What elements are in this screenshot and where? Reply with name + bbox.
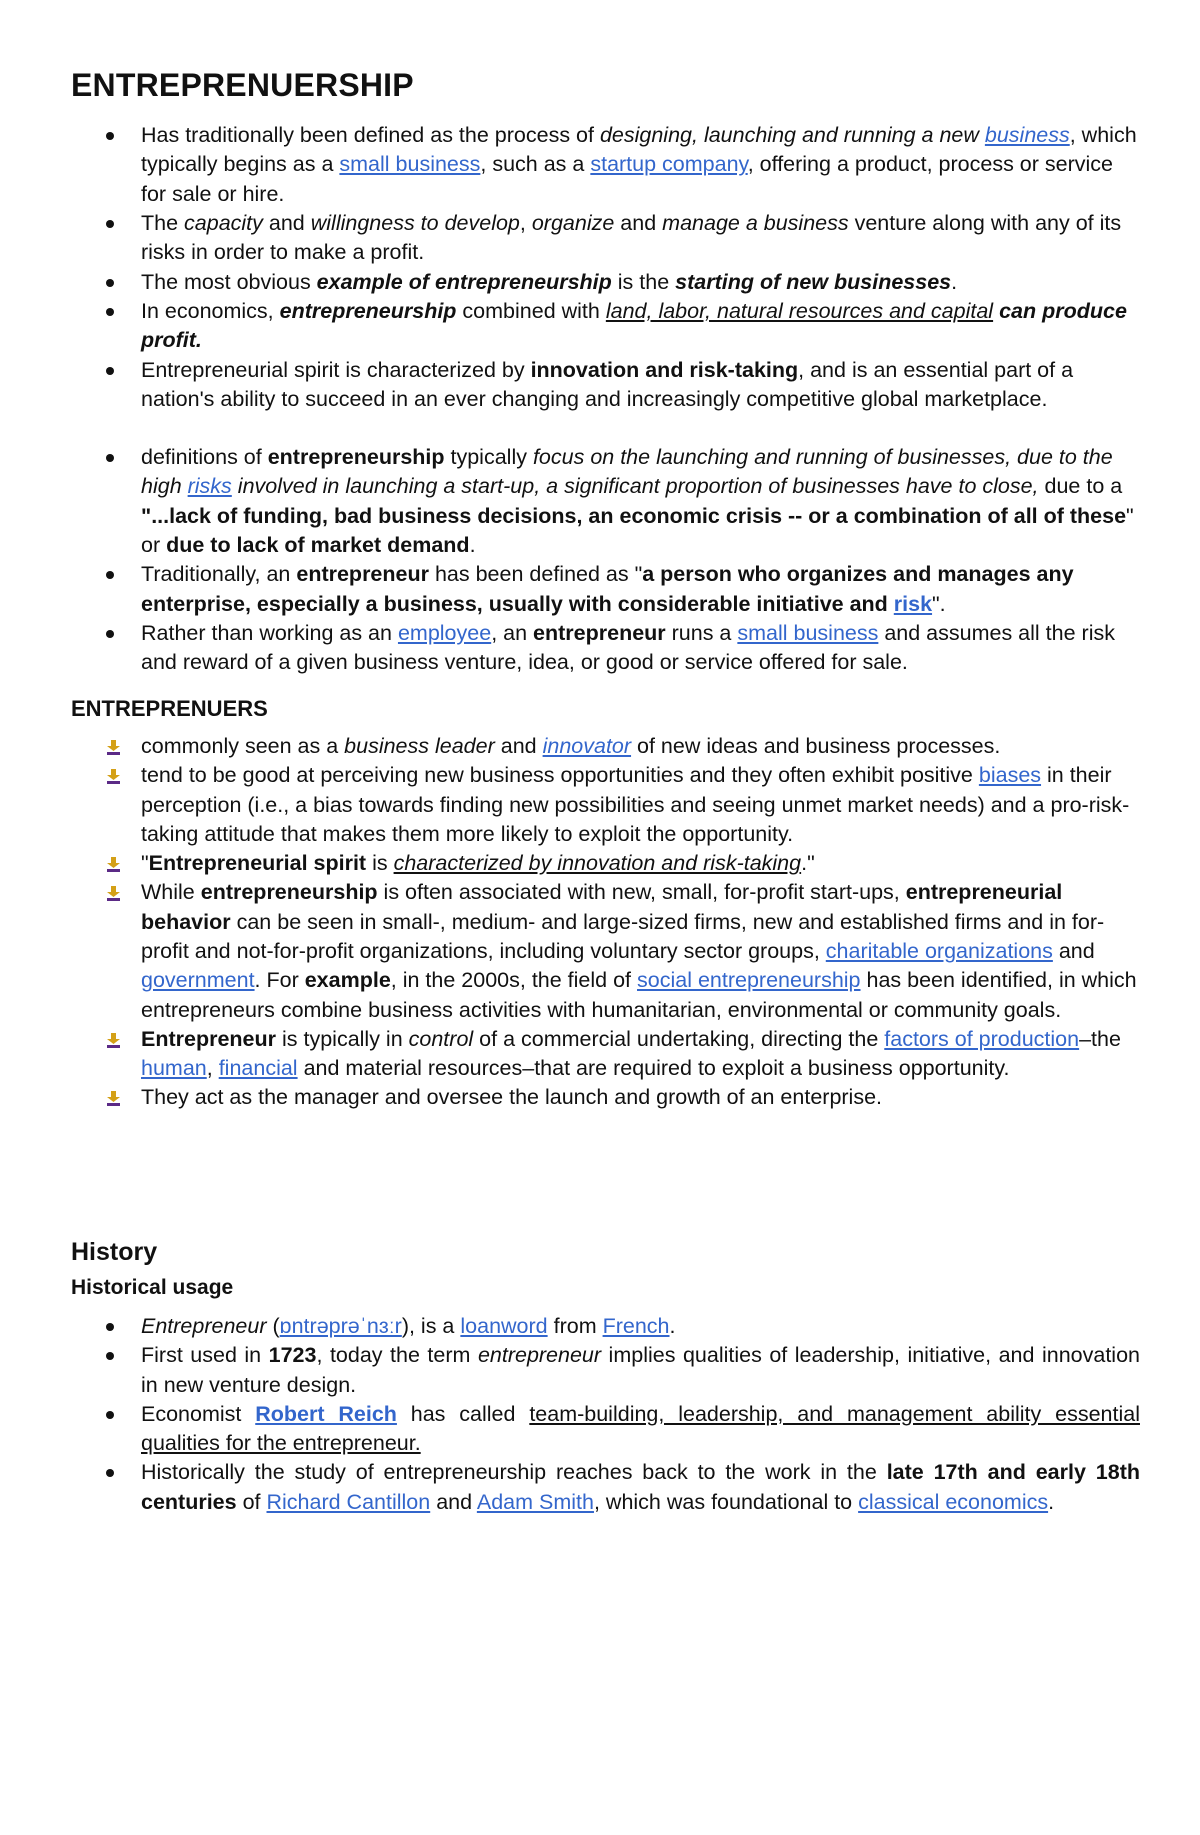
pronunciation[interactable]: ɒntrəprəˈnɜːr: [279, 1313, 402, 1338]
list-item: The capacity and willingness to develop, organize and manage a business venture along with any of its risks in order to make a profit.: [71, 209, 1140, 268]
subheading-historical-usage: Historical usage: [71, 1275, 234, 1299]
spacer: [71, 414, 1140, 443]
section-heading-history: History: [71, 1237, 158, 1266]
link-richard-cantillon[interactable]: Richard Cantillon: [266, 1489, 431, 1514]
link-financial[interactable]: financial: [218, 1056, 298, 1081]
list-item: commonly seen as a business leader and innovator of new ideas and business processes.: [71, 732, 1140, 761]
link-human[interactable]: human: [141, 1056, 207, 1081]
link-charitable-organizations[interactable]: charitable organizations: [825, 939, 1053, 963]
arrow-bullet-icon: [106, 857, 121, 873]
list-item: In economics, entrepreneurship combined with land, labor, natural resources and capital can produce profit.: [71, 297, 1140, 356]
arrow-bullet-icon: [106, 886, 121, 902]
list-item: Historically the study of entrepreneurship reaches back to the work in the late 17th and early 18th centuries of Richard Cantillon and Adam Smith, which was foundational to classical economics.: [71, 1458, 1140, 1517]
link-risks[interactable]: risks: [187, 474, 232, 499]
list-item: Traditionally, an entrepreneur has been defined as "a person who organizes and manages any enterprise, especially a business, usually with considerable initiative and risk".: [71, 560, 1140, 619]
list-item: The most obvious example of entrepreneurship is the starting of new businesses.: [71, 268, 1140, 297]
link-robert-reich[interactable]: Robert Reich: [255, 1401, 397, 1426]
link-social-entrepreneurship[interactable]: social entrepreneurship: [637, 968, 861, 993]
link-adam-smith[interactable]: Adam Smith: [476, 1489, 594, 1514]
history-list: [71, 1312, 1140, 1517]
list-item: While entrepreneurship is often associated with new, small, for-profit start-ups, entrepreneurial behavior can be seen in small-, medium- and large-sized firms, new and established firms and in for-profit and not-for-profit organizations, including voluntary sector groups, charitable organizations and government. For example, in the 2000s, the field of social entrepreneurship has been identified, in which entrepreneurs combine business activities with humanitarian, environmental or community goals.: [71, 878, 1140, 1024]
link-biases[interactable]: biases: [978, 763, 1042, 788]
arrow-bullet-icon: [106, 1033, 121, 1049]
spacer: [71, 1113, 1140, 1223]
list-item: Entrepreneurial spirit is characterized by innovation and risk-taking, and is an essential part of a nation's ability to succeed in an ever changing and increasingly competitive global marketplace.: [71, 356, 1140, 415]
section-heading-entreprenuers: ENTREPRENUERS: [71, 695, 268, 721]
arrow-bullet-icon: [106, 740, 121, 756]
arrow-bullet-icon: [106, 1091, 121, 1107]
list-item: Entrepreneur (ɒntrəprəˈnɜːr), is a loanword from French.: [71, 1312, 1140, 1341]
page-title: ENTREPRENUERSHIP: [71, 67, 414, 103]
list-item: They act as the manager and oversee the launch and growth of an enterprise.: [71, 1083, 1140, 1112]
link-startup-company[interactable]: startup company: [590, 152, 748, 177]
definition-list: [71, 121, 1140, 414]
definition-list-continued: [71, 443, 1140, 677]
link-innovator[interactable]: innovator: [542, 733, 632, 758]
list-item: Economist Robert Reich has called team-building, leadership, and management ability essential qualities for the entrepreneur.: [71, 1400, 1140, 1459]
list-item: definitions of entrepreneurship typically focus on the launching and running of businesses, due to the high risks involved in launching a start-up, a significant proportion of businesses have to close, due to a "...lack of funding, bad business decisions, an economic crisis -- or a combination of all of these" or due to lack of market demand.: [71, 443, 1140, 560]
link-business[interactable]: business: [984, 123, 1070, 148]
link-small-business[interactable]: small business: [339, 152, 481, 177]
link-classical-economics[interactable]: classical economics: [858, 1489, 1049, 1514]
entrepreneurs-list: [71, 732, 1140, 1113]
list-item: Has traditionally been defined as the process of designing, launching and running a new business, which typically begins as a small business, such as a startup company, offering a product, process or service for sale or hire.: [71, 121, 1140, 209]
link-french[interactable]: French: [602, 1313, 670, 1338]
link-government[interactable]: government: [141, 968, 255, 993]
arrow-bullet-icon: [106, 769, 121, 785]
list-item: Entrepreneur is typically in control of a commercial undertaking, directing the factors of production–the human, financial and material resources–that are required to exploit a business opportunity.: [71, 1025, 1140, 1084]
list-item: tend to be good at perceiving new business opportunities and they often exhibit positive biases in their perception (i.e., a bias towards finding new possibilities and seeing unmet market needs) and a pro-risk-taking attitude that makes them more likely to exploit the opportunity.: [71, 761, 1140, 849]
list-item: Rather than working as an employee, an entrepreneur runs a small business and assumes all the risk and reward of a given business venture, idea, or good or service offered for sale.: [71, 619, 1140, 678]
list-item: "Entrepreneurial spirit is characterized by innovation and risk-taking.": [71, 849, 1140, 878]
list-item: First used in 1723, today the term entrepreneur implies qualities of leadership, initiative, and innovation in new venture design.: [71, 1341, 1140, 1400]
link-small-business-2[interactable]: small business: [737, 620, 879, 645]
link-factors-of-production[interactable]: factors of production: [884, 1026, 1080, 1051]
link-loanword[interactable]: loanword: [460, 1313, 548, 1338]
link-employee[interactable]: employee: [397, 620, 492, 645]
link-risk[interactable]: risk: [893, 591, 933, 616]
